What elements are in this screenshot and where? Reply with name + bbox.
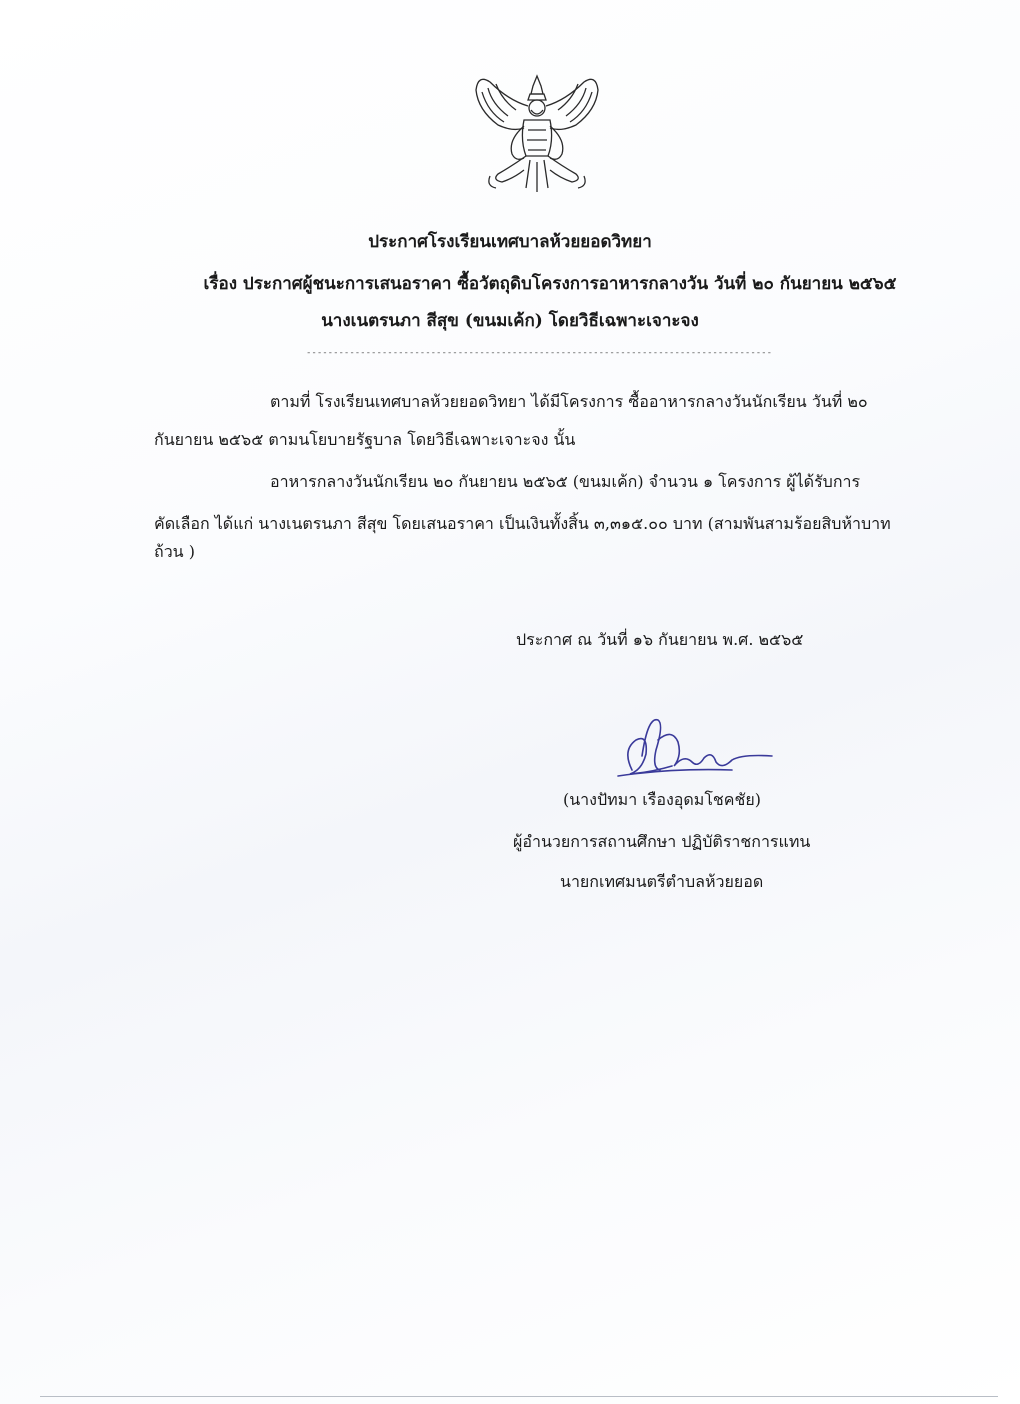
- signer-name: (นางปัทมา เรืองอุดมโชคชัย): [563, 790, 761, 809]
- header-subject: เรื่อง ประกาศผู้ชนะการเสนอราคา ซื้อวัตถุดิบโครงการอาหารกลางวัน วันที่ ๒๐ กันยายน ๒๕๖๕: [203, 274, 897, 294]
- announcement-date: ประกาศ ณ วันที่ ๑๖ กันยายน พ.ศ. ๒๕๖๕: [516, 630, 804, 649]
- paragraph-1-line-1: ตามที่ โรงเรียนเทศบาลห้วยยอดวิทยา ได้มีโครงการ ซื้ออาหารกลางวันนักเรียน วันที่ ๒๐: [270, 392, 868, 411]
- paragraph-2-line-1: อาหารกลางวันนักเรียน ๒๐ กันยายน ๒๕๖๕ (ขนมเค้ก) จำนวน ๑ โครงการ ผู้ได้รับการ: [270, 472, 861, 491]
- separator-line: --------------------------------------------------------------------------------------: [306, 348, 772, 358]
- signer-position-2: นายกเทศมนตรีตำบลห้วยยอด: [560, 872, 764, 891]
- paragraph-2-line-2: คัดเลือก ได้แก่ นางเนตรนภา สีสุข โดยเสนอราคา เป็นเงินทั้งสิ้น ๓,๓๑๕.๐๐ บาท (สามพันสามร้อยสิบห้าบาท: [154, 514, 891, 533]
- handwritten-signature-icon: [612, 710, 777, 785]
- page-bottom-border: [40, 1396, 998, 1397]
- signer-position: ผู้อำนวยการสถานศึกษา ปฏิบัติราชการแทน: [513, 832, 811, 851]
- paragraph-2-line-3: ถ้วน ): [154, 542, 195, 561]
- garuda-emblem-icon: [468, 70, 606, 198]
- paragraph-1-line-2: กันยายน ๒๕๖๕ ตามนโยบายรัฐบาล โดยวิธีเฉพาะเจาะจง นั้น: [154, 430, 576, 449]
- header-title: ประกาศโรงเรียนเทศบาลห้วยยอดวิทยา: [368, 232, 652, 252]
- header-vendor: นางเนตรนภา สีสุข (ขนมเค้ก) โดยวิธีเฉพาะเจาะจง: [321, 311, 699, 331]
